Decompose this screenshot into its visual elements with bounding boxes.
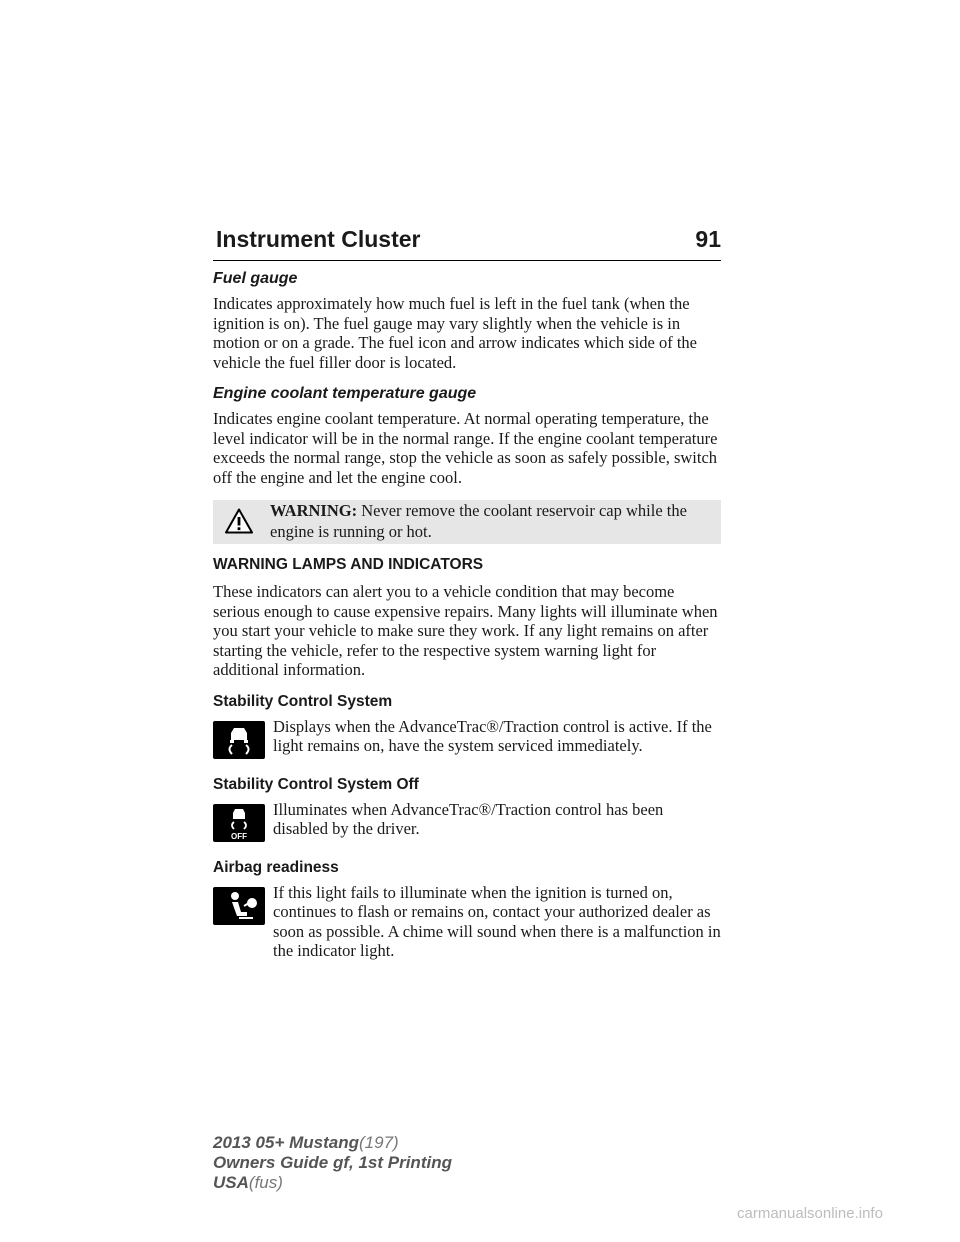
footer-market-code: (fus) [248, 1173, 283, 1192]
page-number: 91 [695, 226, 721, 252]
stability-control-icon [213, 721, 265, 759]
airbag-icon [213, 887, 265, 925]
fuel-gauge-text: Indicates approximately how much fuel is left in the fuel tank (when the ignition is on). The fuel gauge may vary slightly when the vehicle is in motion or on a grade. The fuel icon and arrow indicates which side of the vehicle the fuel filler door is located. [213, 294, 698, 372]
site-watermark: carmanualsonline.info [737, 1205, 883, 1222]
off-label: OFF [231, 831, 247, 841]
airbag-heading: Airbag readiness [213, 858, 339, 876]
coolant-gauge-text: Indicates engine coolant temperature. At normal operating temperature, the level indicator will be in the normal range. If the engine coolant temperature exceeds the normal range, stop the vehicle as soon as safely possible, switch off the engine and let the engine cool. [213, 409, 718, 487]
page-header [213, 226, 721, 261]
section-title: Instrument Cluster [216, 226, 421, 252]
warning-message: Never remove the coolant reservoir cap while the engine is running or hot. [270, 501, 687, 541]
footer-market: USA [213, 1173, 249, 1192]
warning-label: WARNING: [270, 501, 358, 520]
footer-model: 2013 05+ Mustang [213, 1133, 359, 1152]
print-footer [213, 1133, 452, 1193]
warning-text [270, 500, 710, 542]
stability-control-indicator [213, 717, 721, 761]
warning-box [213, 500, 721, 544]
coolant-gauge-heading: Engine coolant temperature gauge [213, 385, 477, 402]
warning-triangle-icon [225, 508, 253, 539]
warning-lamps-text: These indicators can alert you to a vehicle condition that may become serious enough to cause expensive repairs. Many lights will illuminate when you start your vehicle to make sure they work. If any light remains on after starting the vehicle, refer to the respective system warning light for additional information. [213, 582, 718, 679]
footer-model-code: (197) [359, 1133, 399, 1152]
fuel-gauge-heading: Fuel gauge [213, 270, 298, 287]
page-content [213, 270, 721, 976]
airbag-indicator [213, 883, 721, 961]
stability-control-heading: Stability Control System [213, 692, 393, 710]
stability-control-off-text: Illuminates when AdvanceTrac®/Traction control has been disabled by the driver. [273, 799, 664, 838]
airbag-text: If this light fails to illuminate when the ignition is turned on, continues to flash or remains on, contact your authorized dealer as soon as possible. A chime will sound when there is a malfunction in the indicator light. [273, 882, 721, 960]
footer-printing: Owners Guide gf, 1st Printing [213, 1153, 452, 1172]
stability-control-off-heading: Stability Control System Off [213, 775, 419, 793]
stability-control-off-indicator [213, 800, 721, 844]
stability-control-text: Displays when the AdvanceTrac®/Traction control is active. If the light remains on, have the system serviced immediately. [273, 716, 712, 755]
warning-lamps-heading: WARNING LAMPS AND INDICATORS [213, 556, 484, 573]
stability-control-off-icon [213, 804, 265, 842]
